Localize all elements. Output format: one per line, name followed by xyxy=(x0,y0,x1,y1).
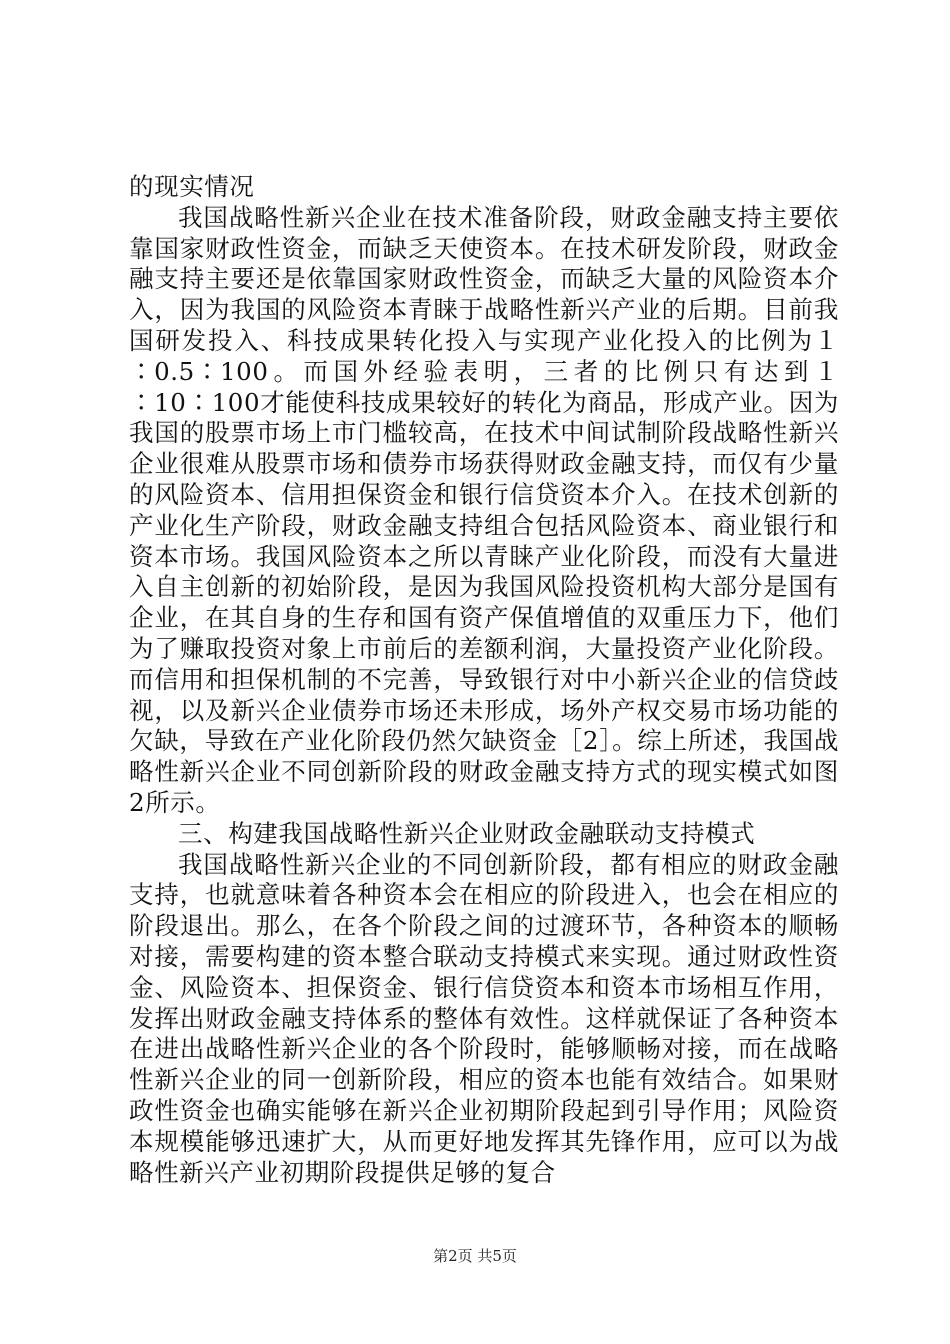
paragraph-funding-reality: 我国战略性新兴企业在技术准备阶段，财政金融支持主要依靠国家财政性资金，而缺乏天使资本。在技术研发阶段，财政金融支持主要还是依靠国家财政性资金，而缺乏大量的风险资本介入，因为我国的风险资本青睐于战略性新兴产业的后期。目前我国研发投入、科技成果转化投入与实现产业化投入的比例为１∶0.5∶100。而国外经验表明，三者的比例只有达到１∶10∶100才能使科技成果较好的转化为商品，形成产业。因为我国的股票市场上市门槛较高，在技术中间试制阶段战略性新兴企业很难从股票市场和债券市场获得财政金融支持，而仅有少量的风险资本、信用担保资金和银行信贷资本介入。在技术创新的产业化生产阶段，财政金融支持组合包括风险资本、商业银行和资本市场。我国风险资本之所以青睐产业化阶段，而没有大量进入自主创新的初始阶段，是因为我国风险投资机构大部分是国有企业，在其自身的生存和国有资产保值增值的双重压力下，他们为了赚取投资对象上市前后的差额利润，大量投资产业化阶段。而信用和担保机制的不完善，导致银行对中小新兴企业的信贷歧视，以及新兴企业债券市场还未形成，场外产权交易市场功能的欠缺，导致在产业化阶段仍然欠缺资金［2］。综上所述，我国战略性新兴企业不同创新阶段的财政金融支持方式的现实模式如图2所示。 xyxy=(129,202,839,817)
section-heading: 三、构建我国战略性新兴企业财政金融联动支持模式 xyxy=(178,818,756,848)
page-footer: 第2页 共5页 xyxy=(433,1247,517,1265)
document-body xyxy=(129,172,839,1188)
paragraph-linkage-model: 我国战略性新兴企业的不同创新阶段，都有相应的财政金融支持，也就意味着各种资本会在相应的阶段进入，也会在相应的阶段退出。那么，在各个阶段之间的过渡环节，各种资本的顺畅对接，需要构建的资本整合联动支持模式来实现。通过财政性资金、风险资本、担保资金、银行信贷资本和资本市场相互作用，发挥出财政金融支持体系的整体有效性。这样就保证了各种资本在进出战略性新兴企业的各个阶段时，能够顺畅对接，而在战略性新兴企业的同一创新阶段，相应的资本也能有效结合。如果财政性资金也确实能够在新兴企业初期阶段起到引导作用；风险资本规模能够迅速扩大，从而更好地发挥其先锋作用，应可以为战略性新兴产业初期阶段提供足够的复合 xyxy=(129,849,839,1187)
paragraph-continuation: 的现实情况 xyxy=(129,172,255,201)
